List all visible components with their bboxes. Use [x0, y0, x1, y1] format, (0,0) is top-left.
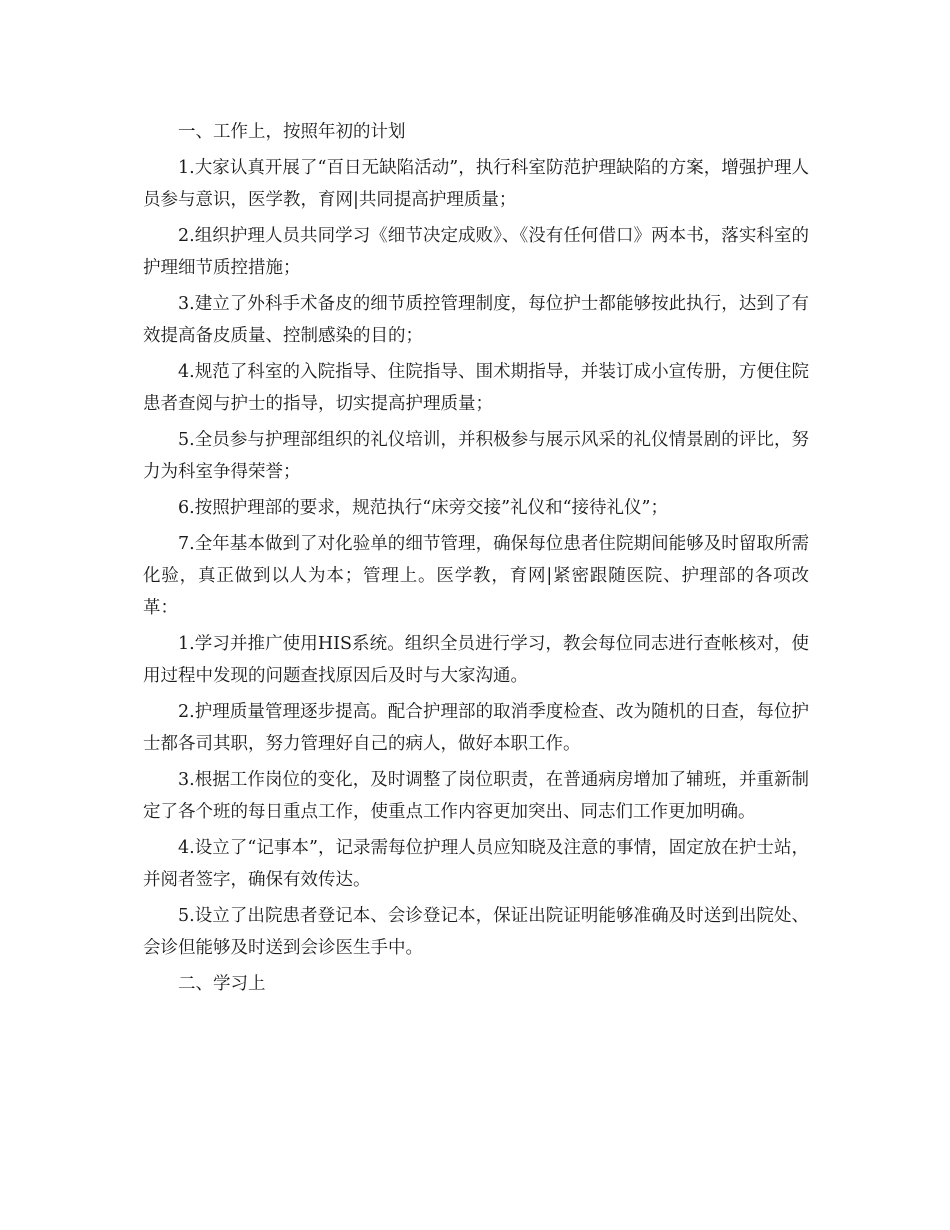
section-heading-work: 一、工作上，按照年初的计划 [178, 122, 406, 142]
paragraph-item: 4.规范了科室的入院指导、住院指导、围术期指导，并装订成小宣传册，方便住院患者查阅与护士的指导，切实提高护理质量； [143, 362, 809, 414]
paragraph-item: 7.全年基本做到了对化验单的细节管理，确保每位患者住院期间能够及时留取所需化验，真正做到以人为本；管理上。医学教，育网|紧密跟随医院、护理部的各项改革： [143, 534, 809, 618]
paragraph-item: 5.全员参与护理部组织的礼仪培训，并积极参与展示风采的礼仪情景剧的评比，努力为科室争得荣誉； [143, 430, 809, 482]
paragraph-item: 1.大家认真开展了“百日无缺陷活动”，执行科室防范护理缺陷的方案，增强护理人员参与意识，医学教，育网|共同提高护理质量； [143, 158, 809, 210]
paragraph-item: 5.设立了出院患者登记本、会诊登记本，保证出院证明能够准确及时送到出院处、会诊但能够及时送到会诊医生手中。 [143, 906, 809, 958]
paragraph-item: 3.建立了外科手术备皮的细节质控管理制度，每位护士都能够按此执行，达到了有效提高备皮质量、控制感染的目的； [143, 294, 809, 346]
paragraph-item: 6.按照护理部的要求，规范执行“床旁交接”礼仪和“接待礼仪”； [178, 498, 668, 518]
paragraph-item: 4.设立了“记事本”，记录需每位护理人员应知晓及注意的事情，固定放在护士站，并阅者签字，确保有效传达。 [143, 838, 809, 890]
section-heading-study: 二、学习上 [178, 974, 266, 994]
paragraph-item: 2.组织护理人员共同学习《细节决定成败》、《没有任何借口》两本书，落实科室的护理细节质控措施； [143, 226, 809, 278]
paragraph-item: 3.根据工作岗位的变化，及时调整了岗位职责，在普通病房增加了辅班，并重新制定了各个班的每日重点工作，使重点工作内容更加突出、同志们工作更加明确。 [143, 770, 809, 822]
paragraph-item: 2.护理质量管理逐步提高。配合护理部的取消季度检查、改为随机的日查，每位护士都各司其职，努力管理好自己的病人，做好本职工作。 [143, 702, 809, 754]
document-body [143, 116, 809, 1004]
paragraph-item: 1.学习并推广使用HIS系统。组织全员进行学习，教会每位同志进行查帐核对，使用过程中发现的问题查找原因后及时与大家沟通。 [143, 634, 809, 686]
